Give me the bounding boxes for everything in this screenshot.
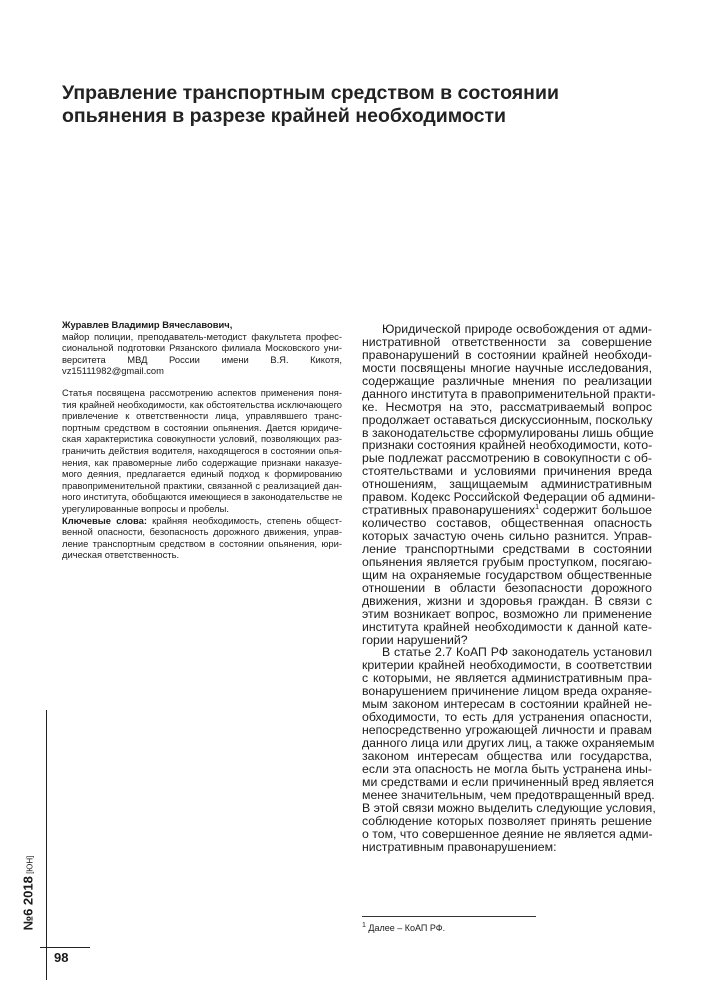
body-line: данного лица или других лиц, а также охраняемым [362,736,655,750]
body-line: обходимости, то есть для устранения опасности, [362,710,652,725]
body-line: о том, что совершенное деяние не является адми- [362,826,653,841]
body-line: ми средствами и если причиненный вред является [362,774,654,789]
abstract-line: портным средством в состоянии опьянения. Дается юридиче- [62,421,342,433]
body-line: В этой связи можно выделить следующие условия, [362,800,656,815]
author-and-abstract [62,319,342,561]
body-line: если эта опасность не могла быть устранена ины- [362,761,652,776]
body-line: стоятельствами и условиями причинения вреда [362,464,652,479]
body-line: соблюдение которых позволяет принять решение [362,813,652,828]
body-line: признаки состояния крайней необходимости, кото- [362,438,653,453]
body-line: менее значительным, чем предотвращенный вред. [362,787,655,802]
body-line: отношении в области безопасности дорожного [362,580,652,595]
abstract-line: привлечение к ответственности лица, управлявшего транс- [62,410,342,422]
page-number-rule [40,947,90,948]
author-email: vz15111982@gmail.com [62,365,164,377]
abstract-line: Статья посвящена рассмотрению аспектов применения поня- [62,386,342,398]
keywords-line: дическая ответственность. [62,549,180,561]
title-line: Управление транспортным средством в состоянии [62,82,559,104]
keywords-label: Ключевые слова: [62,514,147,526]
footnote-ref: 1 [535,504,540,512]
margin-rule [46,710,47,980]
body-line: содержащие различные мнения по реализации [362,373,652,388]
body-line: Юридической природе освобождения от адми- [382,322,652,336]
abstract-line: нения, как правомерные либо содержащие признаки наказуе- [62,456,342,468]
author-name: Журавлев Владимир Вячеславович, [62,319,233,330]
title-line: опьянения в разрезе крайней необходимости [62,105,506,127]
body-line: непосредственно угрожающей личности и правам [362,723,652,738]
body-line: которых зачастую очень сильно разнится. Управ- [362,529,652,543]
page-number: 98 [54,950,69,965]
body-line: движения, жизни и здоровья граждан. В связи с [362,593,652,608]
body-line: критерии крайней необходимости, в соответствии [362,658,652,673]
keywords-line: венной опасности, безопасность дорожного движения, управ- [62,526,342,538]
body-line: нистративной ответственности за совершение [362,334,652,349]
body-line: В статье 2.7 КоАП РФ законодатель установил [382,645,652,660]
body-line: продолжает оставаться дискуссионным, поскольку [362,412,653,427]
affiliation-line: сиональной подготовки Рязанского филиала Московского уни- [62,342,342,354]
affiliation-line: верситета МВД России имени В.Я. Кикотя, [62,353,342,365]
abstract-line: тия крайней необходимости, как обстоятельства исключающего [62,398,342,410]
footnote-text: Далее – КоАП РФ. [365,923,446,933]
spacer [62,377,342,387]
body-line: ке. Несмотря на это, рассматриваемый вопрос [362,399,652,414]
body-line: опьянения является грубым проступком, посягаю- [362,554,652,569]
footnote [362,923,445,933]
body-line: правом. Кодекс Российской Федерации об админи- [362,490,656,505]
footnote-mark: 1 [362,922,366,929]
abstract-line: мого деяния, предлагается единый подход к формированию [62,468,342,480]
body-line: мым законом интересам в состоянии крайней не- [362,697,652,712]
abstract-line: ская характеристика совокупности условий, позволяющих раз- [62,433,342,445]
body-line: института крайней необходимости к данной кате- [362,619,652,634]
body-line: рые подлежат рассмотрению в совокупности с об- [362,451,652,466]
body-line: с которыми, не является административным пра- [362,671,652,686]
article-title [62,82,662,128]
abstract-line: урегулированные вопросы и пробелы. [62,502,229,514]
body-line: вонарушением причинение лицом вреда охраняе- [362,684,652,699]
body-line: данного института в правоприменительной практи- [362,386,656,401]
body-line: правонарушений в состоянии крайней необходи- [362,347,652,362]
article-body [362,322,656,854]
body-line: щим на охраняемые государством общественные [362,567,652,582]
body-line: законом интересам общества или государства, [362,748,652,763]
issue-number: №6 2018 [20,876,36,931]
footnote-divider [362,916,536,917]
abstract-line: граничить действия водителя, находящегося в состоянии опья- [62,444,342,456]
keywords-line: ление транспортным средством в состоянии опьянения, юри- [62,537,342,549]
body-text: стративных правонарушениях [362,503,536,518]
abstract-line: ного института, обобщаются имеющиеся в законодательстве не [62,491,343,503]
body-line: в законодательстве сформулированы лишь общие [362,425,654,440]
body-line: мости посвящены многие научные исследования, [362,360,652,375]
affiliation-line: майор полиции, преподаватель-методист факультета профес- [62,330,342,342]
body-line: гории нарушений? [362,632,468,647]
body-line: ление транспортными средствами в состоянии [362,541,652,556]
journal-abbr: [ЮН] [25,855,35,877]
keywords-line [62,515,342,527]
body-line: нистративным правонарушением: [362,839,557,854]
issue-label [21,856,36,931]
body-text: содержит большое [539,503,652,518]
body-line: количество составов, общественная опасность [362,516,652,531]
body-line: этим возникает вопрос, возможно ли применение [362,606,652,621]
keywords-text: крайняя необходимость, степень общест- [146,514,342,526]
body-line: отношениям, защищаемым административным [362,477,652,492]
abstract-line: правоприменительной практики, связанной с реализацией дан- [62,479,342,491]
